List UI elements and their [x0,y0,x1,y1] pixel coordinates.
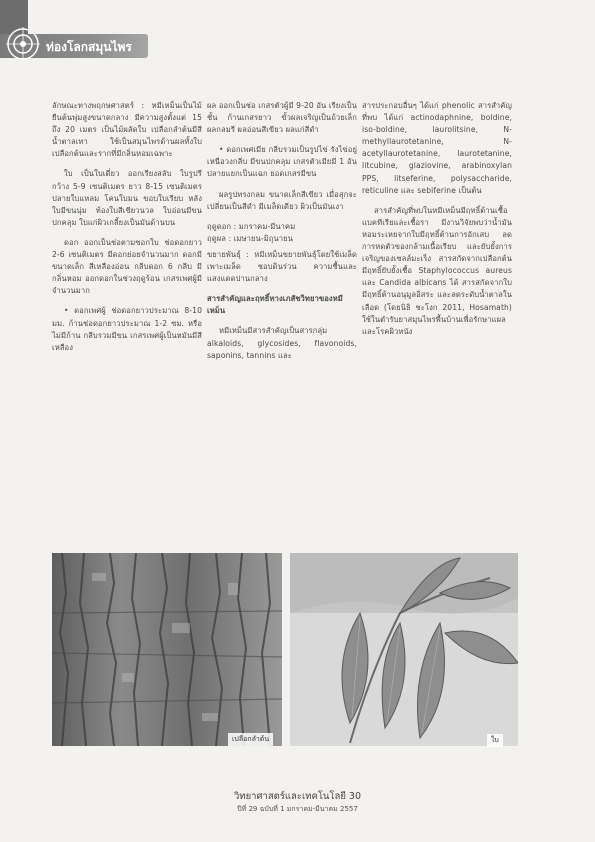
footer-issue-info: ปีที่ 29 ฉบับที่ 1 มกราคม-มีนาคม 2557 [237,805,358,813]
article-column-2 [207,100,357,370]
flowering-season: ฤดูดอก : มกราคม-มีนาคม [207,221,296,231]
paragraph: • ดอกเพศเมีย กลีบรวมเป็นรูปไข่ รังไข่อยู่เหนือวงกลีบ มีขนปกคลุม เกสรตัวเมียมี 1 อัน ปลายแยกเป็นแฉก ยอดเกสรมีขน [207,145,357,179]
fruiting-season: ฤดูผล : เมษายน-มิถุนายน [207,233,293,243]
paragraph: หมีเหม็นมีสารสำคัญเป็นสารกลุ่ม alkaloids, glycosides, flavonoids, saponins, tannins และ [207,326,357,360]
propagation: ขยายพันธุ์ : หมีเหม็นขยายพันธุ์โดยใช้เมล็ด เพาะเมล็ด ชอบดินร่วน ความชื้นและแสงแดดปานกลาง [207,249,357,284]
article-column-1 [52,100,202,362]
logo-target-icon [6,27,40,61]
article-column-3 [362,100,512,346]
paragraph: ดอก ออกเป็นช่อตามซอกใบ ช่อดอกยาว 2-6 เซนติเมตร มีดอกย่อยจำนวนมาก ดอกมีขนาดเล็ก สีเหลืองอ่อน กลีบดอก 6 กลีบ มีกลิ่นหอม ออกดอกในช่วงฤดูร้อน เกสรเพศผู้มีจำนวนมาก [52,237,202,296]
subheading: สารสำคัญและฤทธิ์ทางเภสัชวิทยาของหมีเหม็น [207,294,343,316]
footer-magazine-title: วิทยาศาสตร์และเทคโนโลยี 30 [233,791,362,802]
paragraph: ผล ออกเป็นช่อ เกสรตัวผู้มี 9-20 อัน เรียงเป็นชั้น ก้านเกสรยาว ขั้วผลเจริญเป็นถ้วยเล็ก ผลกลมรี ผลอ่อนสีเขียว ผลแก่สีดำ [207,101,357,135]
bark-photo [52,553,282,746]
leaf-photo-caption: ใบ [487,734,503,747]
bark-photo-caption: เปลือกลำต้น [228,733,273,746]
paragraph: ลักษณะทางพฤกษศาสตร์ : หมีเหม็นเป็นไม้ยืนต้นพุ่มสูงขนาดกลาง มีความสูงตั้งแต่ 15 ถึง 20 เมตร เป็นไม้ผลัดใบ เปลือกลำต้นมีสีน้ำตาลเทา ใช้เป็นสมุนไพรด้านผลทั้งใบเปลือกต้นและรากที่มีกลิ่นหอมเฉพาะ [52,101,202,159]
section-title: ท่องโลกสมุนไพร [46,40,132,54]
paragraph: • ดอกเพศผู้ ช่อดอกยาวประมาณ 8-10 มม. ก้านช่อดอกยาวประมาณ 1-2 ซม. หรือไม่มีก้าน กลีบรวมมีขน เกสรเพศผู้เป็นหมันมีสีเหลือง [52,306,202,352]
paragraph: สารสำคัญที่พบในหมีเหม็นมีฤทธิ์ต้านเชื้อแบคทีเรียและเชื้อรา มีงานวิจัยพบว่าน้ำมันหอมระเหยจากใบมีฤทธิ์ต้านการอักเสบ ลดการหดตัวของกล้ามเนื้อเรียบ และยับยั้งการเจริญของเซลล์มะเร็ง สารสกัดจากเปลือกต้นมีฤทธิ์ยับยั้งเชื้อ Staphylococcus aureus และ Candida albicans ได้ สารสกัดจากใบมีฤทธิ์ต้านอนุมูลอิสระ และลดระดับน้ำตาลในเลือด (โดยนิธิ ชะโงก 2011, Hosamath) ใช้ในตำรับยาสมุนไพรพื้นบ้านเพื่อรักษาแผลและโรคผิวหนัง [362,205,512,336]
paragraph: ใบ เป็นใบเดี่ยว ออกเรียงสลับ ใบรูปรี กว้าง 5-9 เซนติเมตร ยาว 8-15 เซนติเมตร ปลายใบแหลม โคนใบมน ขอบใบเรียบ หลังใบมีขนนุ่ม ท้องใบสีเขียวนวล ใบอ่อนมีขนปกคลุม ใบแก่ผิวเกลี้ยงเป็นมันด้านบน [52,169,202,227]
paragraph: ผลรูปทรงกลม ขนาดเล็กสีเขียว เมื่อสุกจะเปลี่ยนเป็นสีดำ มีเมล็ดเดียว ผิวเป็นมันเงา [207,189,357,211]
paragraph: สารประกอบอื่นๆ ได้แก่ phenolic สารสำคัญที่พบ ได้แก่ actinodaphnine, boldine, iso-boldine, laurolitsine, N-methyllaurotetanine, N-acetyllaurotetanine, laurotetanine, litcubine, glaziovine, arabinoxylan PPS, litseferine, polysaccharide, reticuline และ sebiferine เป็นต้น [362,101,512,195]
leaf-photo [290,553,518,746]
